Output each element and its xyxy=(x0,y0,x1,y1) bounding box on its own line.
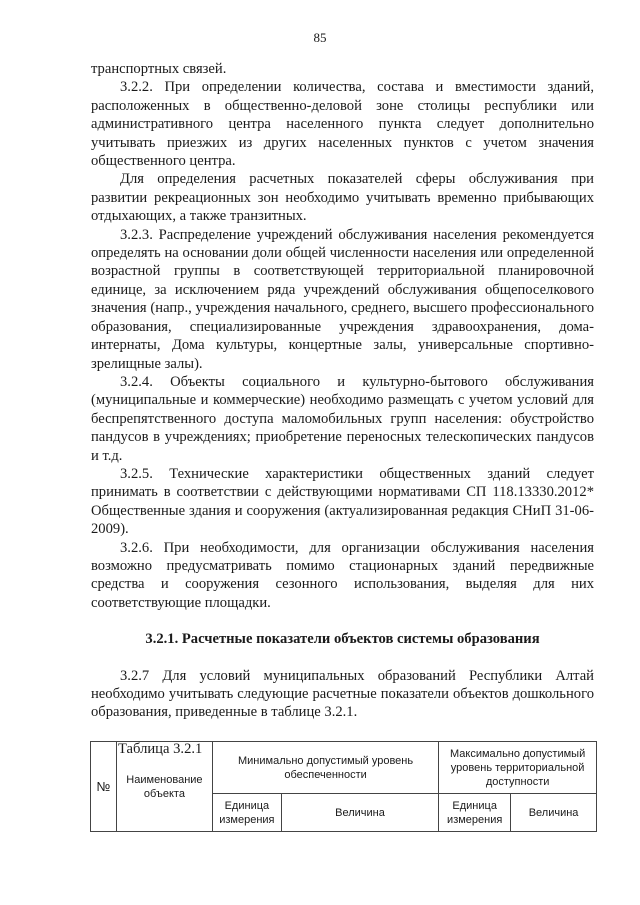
paragraph: 3.2.7 Для условий муниципальных образований Республики Алтай необходимо учитывать следующие расчетные показатели объектов дошкольного образования, приведенные в таблице 3.2.1. xyxy=(91,667,594,721)
header-min-level: Минимально допустимый уровень обеспеченности xyxy=(212,742,438,794)
section-heading: 3.2.1. Расчетные показатели объектов системы образования xyxy=(145,631,540,648)
paragraph: 3.2.5. Технические характеристики общественных зданий следует принимать в соответствии с действующими нормативами СП 118.13330.2012* Общественные здания и сооружения (актуализированная редакция СНиП 31-06-2009). xyxy=(91,465,594,538)
paragraph: 3.2.4. Объекты социального и культурно-бытового обслуживания (муниципальные и коммерческие) необходимо размещать с учетом условий для беспрепятственного доступа маломобильных групп населения: обустройство пандусов в учреждениях; приобретение переносных телескопических пандусов и т.д. xyxy=(91,373,594,464)
header-unit: Единица измерения xyxy=(439,794,511,832)
header-value: Величина xyxy=(281,794,438,832)
page-number: 85 xyxy=(313,30,327,45)
header-unit: Единица измерения xyxy=(212,794,281,832)
header-object-name: Наименование объекта xyxy=(116,742,212,832)
paragraph: 3.2.3. Распределение учреждений обслуживания населения рекомендуется определять на основании доли общей численности населения или определенной возрастной группы в соответствующей территориальной планировочной единице, за исключением ряда учреждений обслуживания общепоселкового значения (напр., учреждения начального, среднего, высшего профессионального образования, специализированные учреждения здравоохранения, дома-интернаты, Дома культуры, концертные залы, универсальные спортивно-зрелищные залы). xyxy=(91,226,594,372)
paragraph: транспортных связей. xyxy=(91,61,227,77)
header-number: № xyxy=(91,742,117,832)
paragraph: 3.2.2. При определении количества, состава и вместимости зданий, расположенных в общественно-деловой зоне столицы республики или административного центра населенного пункта следует дополнительно учитывать приезжих из других населенных пунктов с учетом значения общественного центра. xyxy=(91,79,594,170)
header-value: Величина xyxy=(511,794,597,832)
paragraph: 3.2.6. При необходимости, для организации обслуживания населения возможно предусматривать помимо стационарных зданий передвижные средства и сооружения сезонного использования, выделяя для них соответствующие площадки. xyxy=(91,539,594,611)
paragraph: Для определения расчетных показателей сферы обслуживания при развитии рекреационных зон необходимо учитывать временно прибывающих отдыхающих, а также транзитных. xyxy=(91,171,594,225)
table-caption: Таблица 3.2.1 xyxy=(118,740,203,757)
document-body xyxy=(91,60,594,758)
table-header-row xyxy=(91,742,597,794)
header-max-level: Максимально допустимый уровень территориальной доступности xyxy=(439,742,597,794)
standards-table xyxy=(90,741,597,832)
